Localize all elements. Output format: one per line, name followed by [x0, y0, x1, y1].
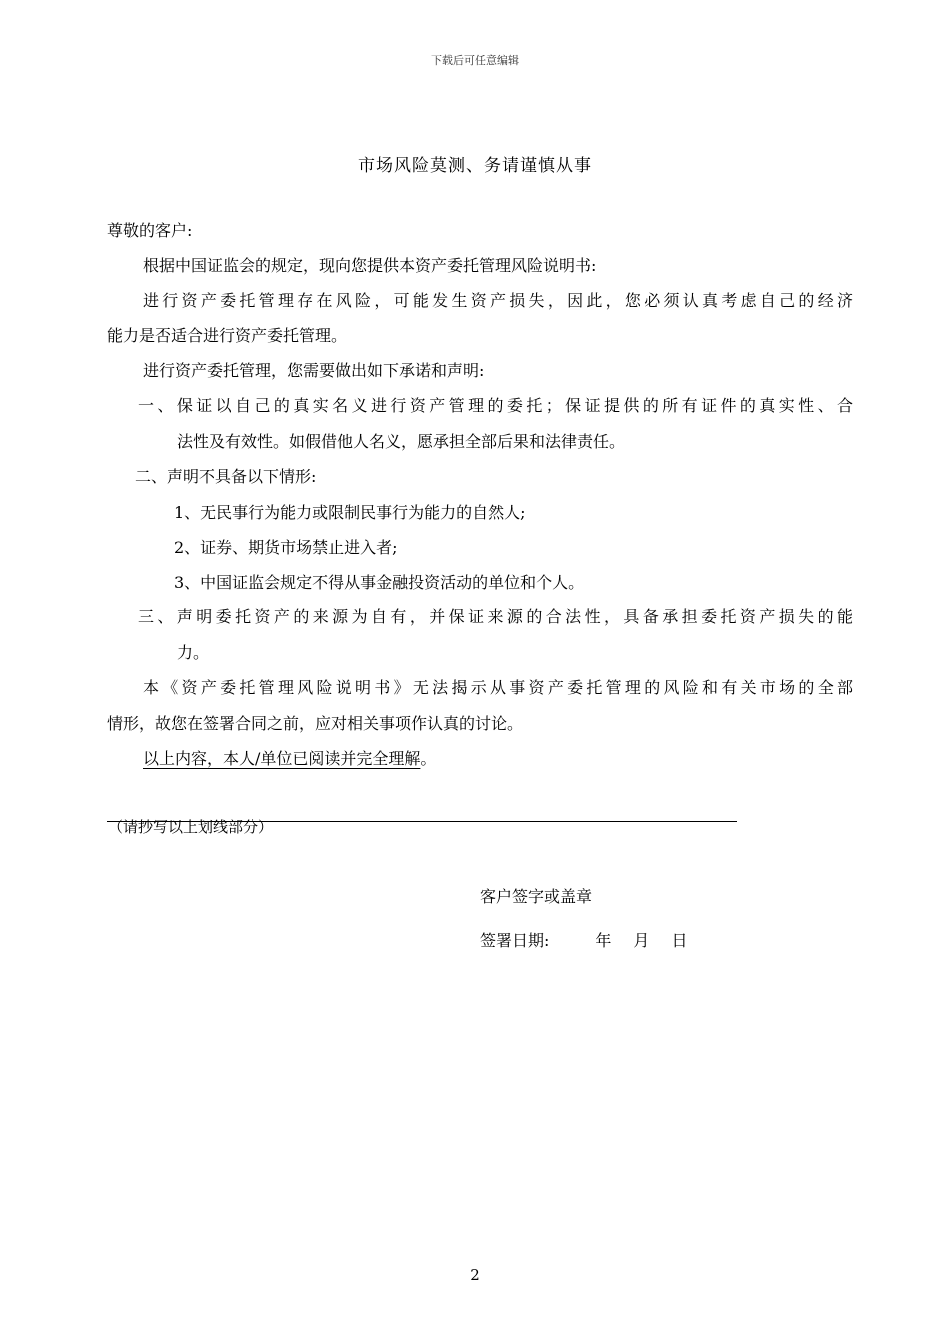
item-one-line2: 法性及有效性。如假借他人名义，愿承担全部后果和法律责任。	[177, 432, 626, 451]
confirmation-statement	[143, 749, 436, 769]
closing-line1: 本《资产委托管理风险说明书》无法揭示从事资产委托管理的风险和有关市场的全部	[143, 678, 853, 697]
signature-date-row	[480, 931, 687, 951]
confirmation-end-mark: 。	[420, 749, 437, 768]
year-label: 年	[595, 931, 612, 950]
copy-instruction: （请抄写以上划线部分）	[108, 818, 274, 836]
item-one-line1: 一、保证以自己的真实名义进行资产管理的委托；保证提供的所有证件的真实性、合	[138, 396, 853, 415]
header-note: 下载后可任意编辑	[431, 54, 519, 67]
salutation: 尊敬的客户:	[107, 221, 193, 240]
item-three-line1: 三、声明委托资产的来源为自有，并保证来源的合法性，具备承担委托资产损失的能	[138, 607, 853, 626]
item-two: 二、声明不具备以下情形:	[135, 467, 317, 486]
closing-line2: 情形，故您在签署合同之前，应对相关事项作认真的讨论。	[107, 714, 524, 733]
item-three-line2: 力。	[177, 643, 210, 662]
paragraph-risk-line2: 能力是否适合进行资产委托管理。	[107, 326, 348, 345]
item-two-sub-3: 3、中国证监会规定不得从事金融投资活动的单位和个人。	[174, 573, 585, 592]
item-two-sub-2: 2、证券、期货市场禁止进入者;	[174, 538, 398, 557]
paragraph-intro: 根据中国证监会的规定，现向您提供本资产委托管理风险说明书:	[143, 256, 597, 275]
month-label: 月	[633, 931, 650, 950]
paragraph-risk-line1: 进行资产委托管理存在风险，可能发生资产损失，因此，您必须认真考虑自己的经济	[143, 291, 853, 310]
paragraph-commitment: 进行资产委托管理，您需要做出如下承诺和声明:	[143, 361, 485, 380]
date-label: 签署日期:	[480, 931, 550, 950]
page-number: 2	[470, 1266, 480, 1284]
confirmation-underlined-text: 以上内容，本人/单位已阅读并完全理解	[143, 749, 421, 768]
item-two-sub-1: 1、无民事行为能力或限制民事行为能力的自然人;	[174, 503, 526, 522]
signature-label: 客户签字或盖章	[480, 887, 593, 906]
document-title: 市场风险莫测、务请谨慎从事	[358, 156, 592, 176]
day-label: 日	[671, 931, 688, 950]
